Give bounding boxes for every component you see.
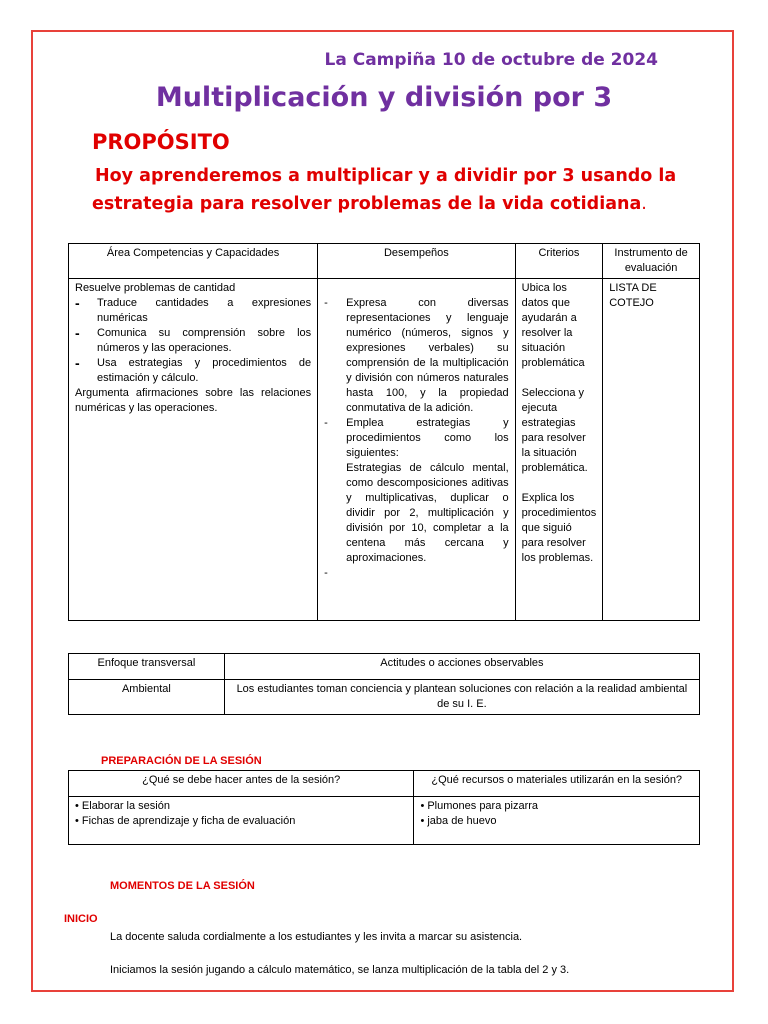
criterion: Selecciona y ejecuta estrategias para resolver la situación problemática. bbox=[521, 387, 588, 474]
purpose-heading: PROPÓSITO bbox=[92, 130, 230, 154]
session-title: Multiplicación y división por 3 bbox=[155, 82, 613, 113]
capacity-item: - Usa estrategias y procedimientos de estimación y cálculo. bbox=[75, 355, 312, 384]
capacity-item: - Traduce cantidades a expresiones numéricas bbox=[75, 295, 312, 324]
performance-detail: Estrategias de cálculo mental, como descomposiciones aditivas y multiplicativas, duplicar o dividir por 2, multiplicación y división por 10, completar a la centena más cercana y aproximaciones. bbox=[346, 462, 509, 564]
header-performance: Desempeños bbox=[318, 244, 515, 279]
header-approach: Enfoque transversal bbox=[69, 654, 225, 680]
performance-cell bbox=[318, 279, 515, 621]
criteria-cell bbox=[515, 279, 603, 621]
purpose-sentence: Hoy aprenderemos a multiplicar y a dividir por 3 usando la estrategia para resolver problemas de la vida cotidiana bbox=[92, 166, 677, 214]
before-item: • Elaborar la sesión bbox=[75, 800, 170, 812]
dash-bullet: - bbox=[75, 325, 80, 341]
start-paragraph: La docente saluda cordialmente a los estudiantes y les invita a marcar su asistencia. bbox=[110, 931, 523, 943]
capacity-item: - Comunica su comprensión sobre los números y las operaciones. bbox=[75, 325, 312, 354]
dash-bullet: - bbox=[324, 567, 328, 579]
start-paragraph: Iniciamos la sesión jugando a cálculo matemático, se lanza multiplicación de la tabla del 2 y 3. bbox=[110, 964, 570, 976]
preparation-row bbox=[69, 797, 700, 845]
header-before-session: ¿Qué se debe hacer antes de la sesión? bbox=[69, 771, 414, 797]
area-cell bbox=[69, 279, 318, 621]
approach-row bbox=[69, 680, 700, 715]
approach-table bbox=[68, 653, 700, 715]
competence-closing: Argumenta afirmaciones sobre las relaciones numéricas y las operaciones. bbox=[75, 387, 312, 414]
before-session-cell bbox=[69, 797, 414, 845]
materials-cell bbox=[414, 797, 700, 845]
criterion: Explica los procedimientos que siguió para resolver los problemas. bbox=[521, 492, 597, 564]
purpose-text bbox=[92, 162, 712, 218]
purpose-period: . bbox=[641, 194, 647, 214]
header-materials: ¿Qué recursos o materiales utilizarán en la sesión? bbox=[414, 771, 700, 797]
competencies-table bbox=[68, 243, 700, 621]
dash-bullet: - bbox=[324, 297, 328, 309]
performance-empty-item bbox=[324, 566, 508, 581]
approach-name: Ambiental bbox=[69, 680, 225, 715]
preparation-header-row bbox=[69, 771, 700, 797]
dash-bullet: - bbox=[75, 295, 80, 311]
competencies-body-row bbox=[69, 279, 700, 621]
dash-bullet: - bbox=[324, 417, 328, 429]
header-criteria: Criterios bbox=[515, 244, 603, 279]
approach-attitude: Los estudiantes toman conciencia y plantean soluciones con relación a la realidad ambiental de su I. E. bbox=[224, 680, 699, 715]
session-date: La Campiña 10 de octubre de 2024 bbox=[324, 50, 658, 70]
material-item: • jaba de huevo bbox=[420, 815, 497, 827]
performance-item: - Expresa con diversas representaciones y lenguaje numérico (números, signos y expresiones verbales) su comprensión de la multiplicación y división con números naturales hasta 100, y la propiedad conmutativa de la adición. bbox=[324, 297, 509, 414]
preparation-title: PREPARACIÓN DE LA SESIÓN bbox=[101, 755, 262, 767]
moments-title: MOMENTOS DE LA SESIÓN bbox=[110, 880, 255, 892]
before-item: • Fichas de aprendizaje y ficha de evaluación bbox=[75, 815, 296, 827]
header-attitudes: Actitudes o acciones observables bbox=[224, 654, 699, 680]
competence-name: Resuelve problemas de cantidad bbox=[75, 282, 236, 294]
header-area: Área Competencias y Capacidades bbox=[69, 244, 318, 279]
header-instrument: Instrumento de evaluación bbox=[603, 244, 700, 279]
material-item: • Plumones para pizarra bbox=[420, 800, 539, 812]
competencies-header-row bbox=[69, 244, 700, 279]
criterion: Ubica los datos que ayudarán a resolver la situación problemática bbox=[521, 282, 585, 369]
instrument-cell: LISTA DE COTEJO bbox=[603, 279, 700, 621]
dash-bullet: - bbox=[75, 355, 80, 371]
preparation-table bbox=[68, 770, 700, 845]
performance-item: - Emplea estrategias y procedimientos como los siguientes: bbox=[324, 417, 509, 459]
approach-header-row bbox=[69, 654, 700, 680]
start-label: INICIO bbox=[64, 913, 98, 925]
